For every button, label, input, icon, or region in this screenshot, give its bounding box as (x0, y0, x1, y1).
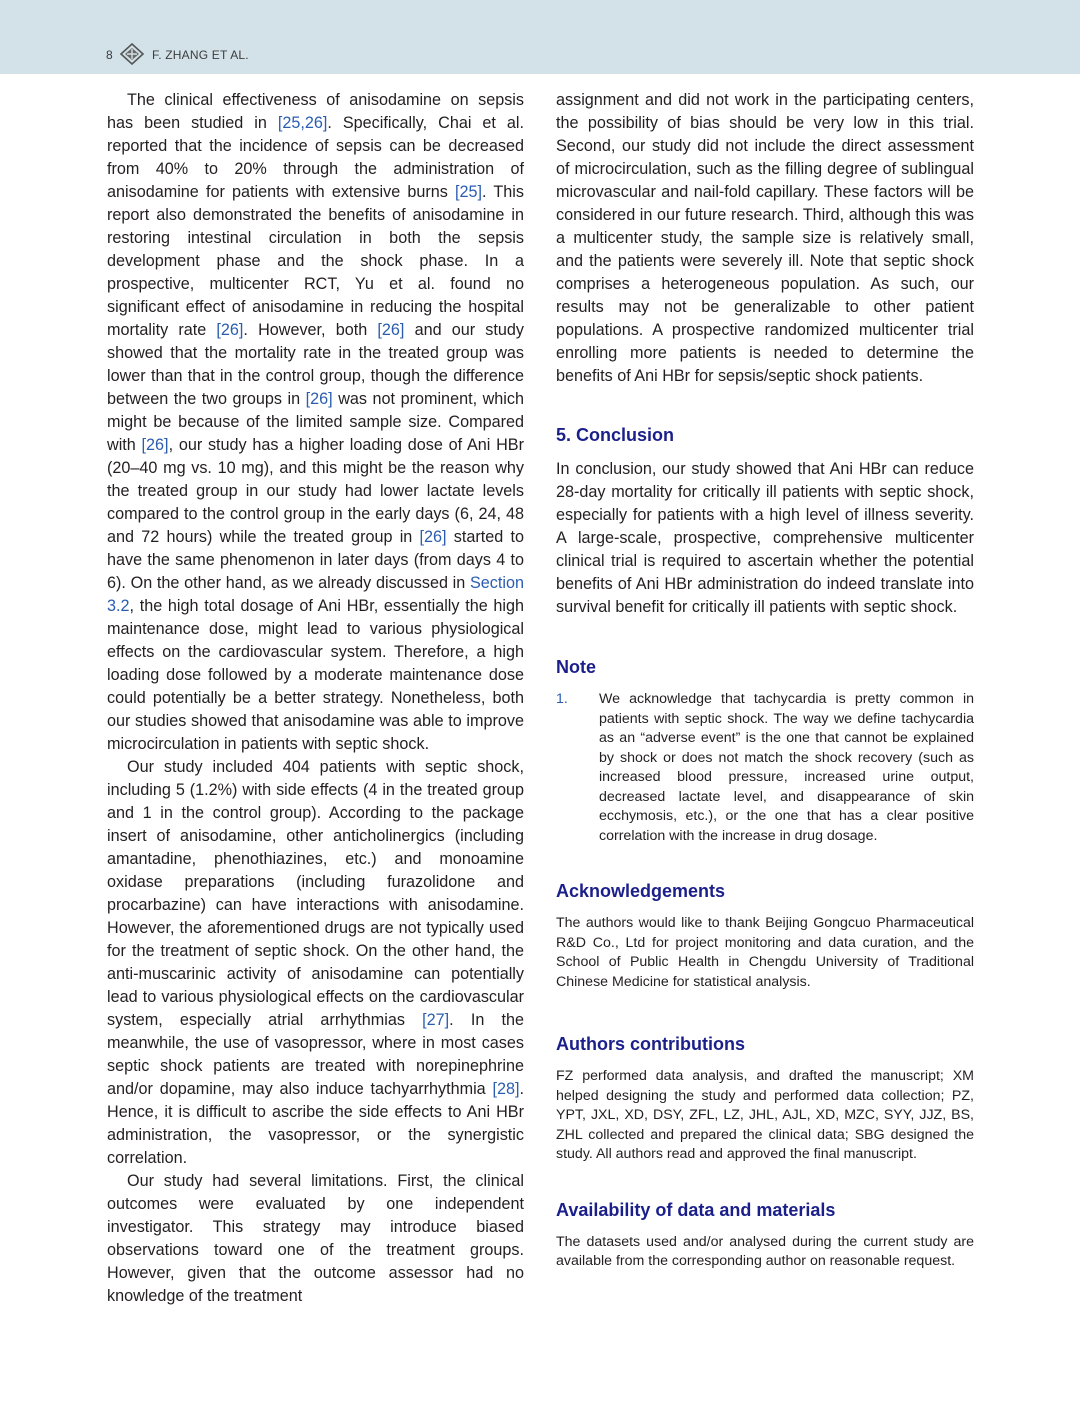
section-heading-conclusion: 5. Conclusion (556, 425, 675, 445)
citation-link[interactable]: [25] (455, 183, 483, 201)
paragraph-authors-contributions: FZ performed data analysis, and drafted the manuscript; XM helped designing the study and performed data collection; PZ, YPT, JXL, XD, DSY, ZFL, LZ, JHL, AJL, XD, MZC, SYY, JJZ, BS, ZHL collected and prepared the clinical data; SBG designed the study. All authors read and approved the final manuscript. (556, 1068, 974, 1162)
section-link[interactable]: Section 3.2 (107, 574, 524, 615)
citation-link[interactable]: [26] (377, 321, 405, 339)
paragraph-availability: The datasets used and/or analysed during the current study are available from the corresponding author on reasonable request. (556, 1233, 974, 1269)
citation-link[interactable]: [26] (419, 528, 447, 546)
citation-link[interactable]: [26] (141, 436, 169, 454)
text-run: Our study included 404 patients with septic shock, including 5 (1.2%) with side effects (4 in the treated group and 1 in the control group). According to the package insert of anisodamine, other anticholinergics (including amantadine, phenothiazines, etc.) and monoamine oxidase preparations (including furazolidone and procarbazine) can have interactions with anisodamine. However, the aforementioned drugs are not typically used for the treatment of septic shock. On the other hand, the anti-muscarinic activity of anisodamine can potentially lead to various physiological effects on the cardiovascular system, especially atrial arrhythmias (107, 758, 524, 1029)
paragraph-side-effects (107, 756, 524, 1170)
page-number: 8 (106, 48, 113, 62)
running-head: F. ZHANG ET AL. (152, 48, 249, 62)
citation-link[interactable]: [26] (305, 390, 333, 408)
footnote-item (556, 690, 974, 846)
footnote-text: We acknowledge that tachycardia is pretty common in patients with septic shock. The way we define tachycardia as an “adverse event” is the one that cannot be explained by shock or does not match the shock recovery (such as increased blood pressure, increased urine output, decreased lactate level, and disappearance of skin ecchymosis, etc.), or the one that has a clear positive correlation with the increase in drug dosage. (599, 691, 974, 844)
text-run: . Specifically, Chai et al. reported that the incidence of sepsis can be decreased from 40% to 20% through the administration of anisodamine for patients with extensive burns (107, 114, 524, 201)
text-run: was not prominent, which might be because of the limited sample size. Compared with (107, 390, 524, 454)
page-header-band (0, 0, 1080, 74)
paragraph-limitations: Our study had several limitations. First, the clinical outcomes were evaluated by one independent investigator. This strategy may introduce biased observations toward one of the treatment groups. However, given that the outcome assessor had no knowledge of the treatment (107, 1172, 524, 1305)
citation-link[interactable]: [28] (492, 1080, 520, 1098)
text-run: , the high total dosage of Ani HBr, essentially the high maintenance dose, might lead to various physiological effects on the cardiovascular system. Therefore, a high loading dose followed by a moderate maintenance dose could potentially be a better strategy. Nonetheless, both our studies showed that anisodamine was able to improve microcirculation in patients with septic shock. (107, 597, 524, 753)
section-heading-note: Note (556, 657, 596, 677)
section-heading-availability: Availability of data and materials (556, 1199, 836, 1220)
text-run: . This report also demonstrated the benefits of anisodamine in restoring intestinal circulation in both the sepsis development phase and the shock phase. In a prospective, multicenter RCT, Yu et al. found no significant effect of anisodamine in reducing the hospital mortality rate (107, 183, 524, 339)
footnote-number[interactable]: 1. (556, 691, 568, 707)
text-run: . However, both (243, 321, 378, 339)
text-run: , our study has a higher loading dose of Ani HBr (20–40 mg vs. 10 mg), and this might be the reason why the treated group in our study had lower lactate levels compared to the control group in the early days (6, 24, 48 and 72 hours) while the treated group in (107, 436, 524, 546)
section-heading-authors-contributions: Authors contributions (556, 1034, 745, 1054)
paragraph-acknowledgements: The authors would like to thank Beijing Gongcuo Pharmaceutical R&D Co., Ltd for project monitoring and data curation, and the School of Public Health in Chengdu University of Traditional Chinese Medicine for statistical analysis. (556, 915, 974, 990)
text-run: and our study showed that the mortality rate in the treated group was lower than that in the control group, though the difference between the two groups in (107, 321, 524, 408)
left-column (107, 89, 524, 1308)
text-run: The clinical effectiveness of anisodamine on sepsis has been studied in (107, 91, 524, 132)
paragraph-limitations-continued: assignment and did not work in the participating centers, the possibility of bias should be very low in this trial. Second, our study did not include the direct assessment of microcirculation, such as the filling degree of sublingual microvascular and nail-fold capillary. These factors will be considered in our future research. Third, although this was a multicenter study, the sample size is relatively small, and the patients were severely ill. Note that septic shock comprises a heterogeneous population. As such, our results may not be generalizable to other patient populations. A prospective randomized multicenter trial enrolling more patients is needed to determine the benefits of Ani HBr for sepsis/septic shock patients. (556, 91, 974, 385)
text-run: . In the meanwhile, the use of vasopressor, where in most cases septic shock patients are treated with norepinephrine and/or dopamine, may also induce tachyarrhythmia (107, 1011, 525, 1098)
citation-link[interactable]: [26] (216, 321, 244, 339)
journal-logo-icon (119, 43, 145, 65)
paragraph-clinical-effectiveness (107, 89, 524, 756)
section-heading-acknowledgements: Acknowledgements (556, 881, 726, 901)
paragraph-conclusion: In conclusion, our study showed that Ani HBr can reduce 28-day mortality for critically ill patients with septic shock, especially for patients with a high level of illness severity. A large-scale, prospective, comprehensive multicenter clinical trial is required to ascertain whether the potential benefits of Ani HBr administration do indeed translate into survival benefit for critically ill patients with septic shock. (556, 460, 974, 616)
citation-link[interactable]: [27] (422, 1011, 450, 1029)
citation-link[interactable]: [25,26] (277, 114, 328, 132)
right-column (556, 89, 974, 1272)
text-run: started to have the same phenomenon in later days (from days 4 to 6). On the other hand, as we already discussed in (107, 528, 524, 592)
text-run: . Hence, it is difficult to ascribe the side effects to Ani HBr administration, the vasopressor, or the synergistic correlation. (107, 1080, 524, 1167)
